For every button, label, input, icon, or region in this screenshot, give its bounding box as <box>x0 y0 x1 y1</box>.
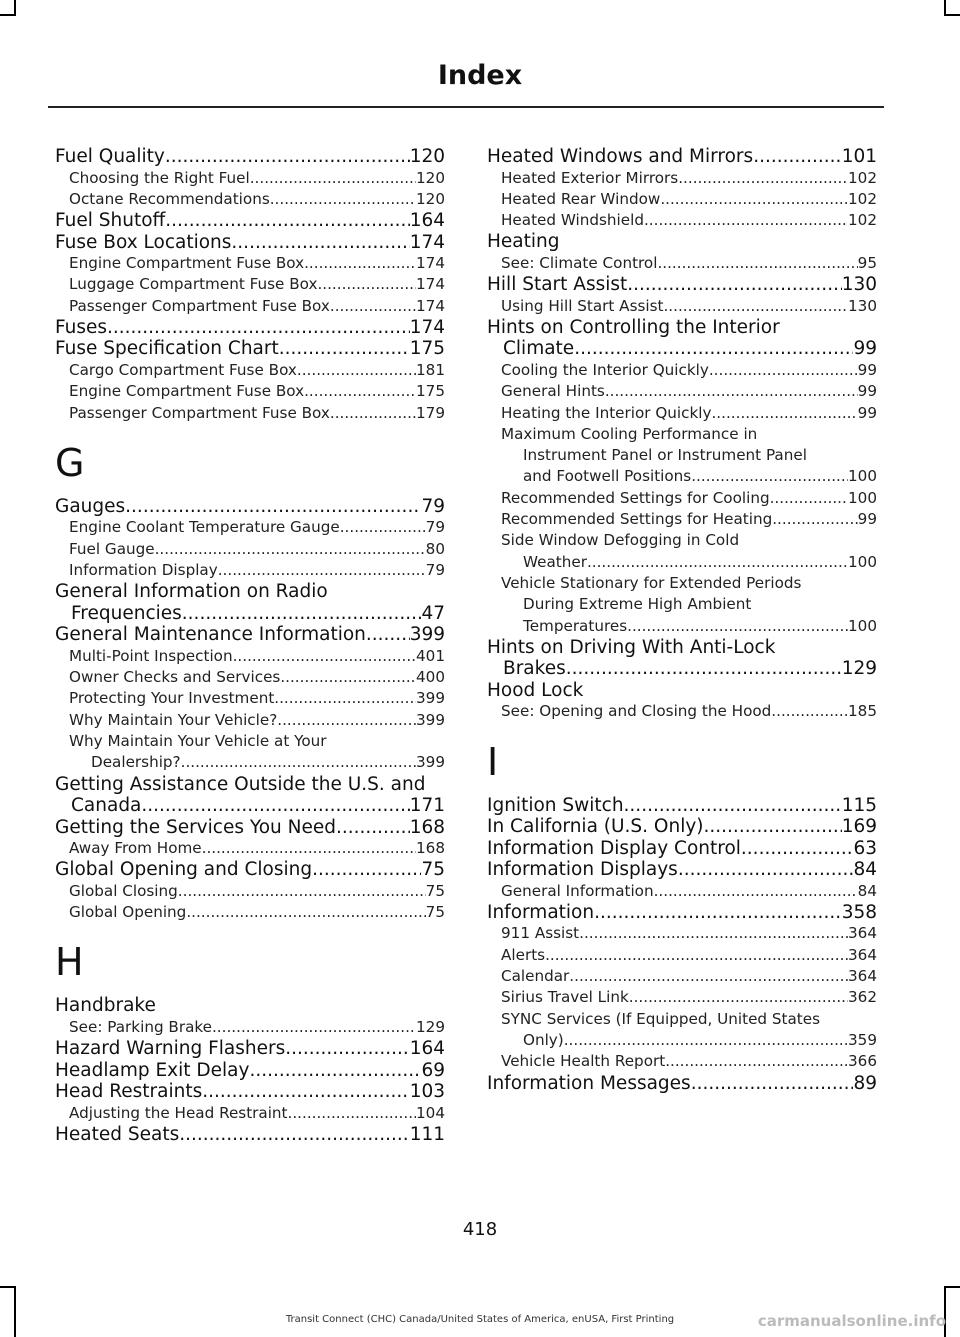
index-subentry[interactable]: Passenger Compartment Fuse Box ..... 179 <box>55 403 445 424</box>
index-entry-heading[interactable]: Handbrake <box>55 995 156 1017</box>
index-entry[interactable]: Heated Windows and Mirrors ..... 101 <box>487 146 877 168</box>
index-entry[interactable]: Fuel Quality ..... 120 <box>55 146 445 168</box>
index-subentry[interactable]: Engine Coolant Temperature Gauge ..... 79 <box>55 517 445 538</box>
index-entry[interactable]: Global Opening and Closing ..... 75 <box>55 859 445 881</box>
index-subentry[interactable]: 911 Assist ..... 364 <box>487 923 877 944</box>
index-subentry[interactable]: General Information ..... 84 <box>487 881 877 902</box>
index-subentry[interactable]: Owner Checks and Services ..... 400 <box>55 667 445 688</box>
index-subentry[interactable]: Multi-Point Inspection ..... 401 <box>55 646 445 667</box>
index-entry[interactable]: Gauges ..... 79 <box>55 496 445 518</box>
watermark: carmanualsonline.info <box>757 1312 946 1330</box>
index-subentry[interactable]: Vehicle Health Report ..... 366 <box>487 1051 877 1072</box>
index-subentry[interactable]: Why Maintain Your Vehicle? ..... 399 <box>55 710 445 731</box>
header-divider <box>48 106 884 108</box>
crop-mark-top-right-h <box>944 14 960 16</box>
index-entry[interactable]: Climate ..... 99 <box>487 338 877 360</box>
index-entry[interactable]: Headlamp Exit Delay ..... 69 <box>55 1060 445 1082</box>
index-entry[interactable]: General Maintenance Information ..... 399 <box>55 624 445 646</box>
index-column-left <box>55 146 445 1146</box>
index-entry[interactable]: Information ..... 358 <box>487 902 877 924</box>
index-subentry[interactable]: Alerts ..... 364 <box>487 945 877 966</box>
index-entry[interactable]: Fuses ..... 174 <box>55 317 445 339</box>
index-subentry[interactable]: Luggage Compartment Fuse Box ..... 174 <box>55 274 445 295</box>
index-subentry[interactable]: Recommended Settings for Heating ..... 99 <box>487 509 877 530</box>
edition-footer: Transit Connect (CHC) Canada/United States of America, enUSA, First Printing <box>285 1314 675 1325</box>
index-entry[interactable]: Information Displays ..... 84 <box>487 859 877 881</box>
crop-mark-bottom-left-h <box>0 1286 16 1288</box>
index-subentry-heading[interactable]: SYNC Services (If Equipped, United States <box>501 1009 821 1028</box>
index-subentry[interactable]: Choosing the Right Fuel ..... 120 <box>55 168 445 189</box>
index-subentry[interactable]: Engine Compartment Fuse Box ..... 175 <box>55 381 445 402</box>
index-column-right <box>487 146 877 1094</box>
index-entry[interactable]: Heated Seats ..... 111 <box>55 1124 445 1146</box>
index-subentry[interactable]: Information Display ..... 79 <box>55 560 445 581</box>
index-entry[interactable]: Fuse Box Locations ..... 174 <box>55 232 445 254</box>
index-subentry[interactable]: Heated Exterior Mirrors ..... 102 <box>487 168 877 189</box>
index-subentry[interactable]: Cargo Compartment Fuse Box ..... 181 <box>55 360 445 381</box>
page-title: Index <box>437 60 523 91</box>
index-subentry[interactable]: Away From Home ..... 168 <box>55 838 445 859</box>
index-subentry[interactable]: Octane Recommendations ..... 120 <box>55 189 445 210</box>
index-entry[interactable]: Information Display Control ..... 63 <box>487 838 877 860</box>
index-subentry[interactable]: Protecting Your Investment ..... 399 <box>55 688 445 709</box>
index-subentry-heading[interactable]: Vehicle Stationary for Extended Periods <box>501 573 802 592</box>
index-subentry-heading[interactable]: Maximum Cooling Performance in <box>501 424 758 443</box>
index-entry-heading[interactable]: Hints on Driving With Anti-Lock <box>487 636 776 658</box>
index-entry-heading[interactable]: Getting Assistance Outside the U.S. and <box>55 773 426 795</box>
index-subentry[interactable]: Recommended Settings for Cooling ..... 100 <box>487 488 877 509</box>
index-entry[interactable]: Fuse Specification Chart ..... 175 <box>55 338 445 360</box>
index-subentry-continuation: Instrument Panel or Instrument Panel <box>523 446 807 465</box>
index-subentry[interactable]: Engine Compartment Fuse Box ..... 174 <box>55 253 445 274</box>
index-subentry[interactable]: Using Hill Start Assist ..... 130 <box>487 296 877 317</box>
index-subentry[interactable]: Weather ..... 100 <box>487 552 877 573</box>
index-subentry[interactable]: See: Climate Control ..... 95 <box>487 253 877 274</box>
index-entry-heading[interactable]: Hints on Controlling the Interior <box>487 316 780 338</box>
index-entry[interactable]: Head Restraints ..... 103 <box>55 1081 445 1103</box>
index-entry-heading[interactable]: Heating <box>487 231 560 253</box>
index-subentry[interactable]: Calendar ..... 364 <box>487 966 877 987</box>
crop-mark-top-left-h <box>0 14 16 16</box>
index-subentry[interactable]: Sirius Travel Link ..... 362 <box>487 987 877 1008</box>
index-entry-heading[interactable]: Hood Lock <box>487 679 584 701</box>
index-entry[interactable]: Frequencies ..... 47 <box>55 603 445 625</box>
index-subentry[interactable]: See: Parking Brake ..... 129 <box>55 1017 445 1038</box>
index-entry[interactable]: Brakes ..... 129 <box>487 658 877 680</box>
index-subentry[interactable]: General Hints ..... 99 <box>487 381 877 402</box>
index-subentry[interactable]: Only) ..... 359 <box>487 1030 877 1051</box>
crop-mark-bottom-left-v <box>14 1286 16 1337</box>
index-entry[interactable]: Hill Start Assist ..... 130 <box>487 274 877 296</box>
index-subentry[interactable]: Heating the Interior Quickly ..... 99 <box>487 403 877 424</box>
index-subentry[interactable]: Heated Windshield ..... 102 <box>487 210 877 231</box>
crop-mark-bottom-right-h <box>944 1286 960 1288</box>
index-entry[interactable]: Information Messages ..... 89 <box>487 1073 877 1095</box>
section-letter: I <box>487 739 499 784</box>
index-subentry[interactable]: Global Closing ..... 75 <box>55 881 445 902</box>
index-subentry[interactable]: Dealership? ..... 399 <box>55 752 445 773</box>
index-entry-heading[interactable]: General Information on Radio <box>55 581 328 603</box>
index-subentry-heading[interactable]: Side Window Defogging in Cold <box>501 531 740 550</box>
page-number: 418 <box>462 1219 498 1240</box>
index-subentry[interactable]: Global Opening ..... 75 <box>55 902 445 923</box>
index-subentry[interactable]: Cooling the Interior Quickly ..... 99 <box>487 360 877 381</box>
index-entry[interactable]: Ignition Switch ..... 115 <box>487 795 877 817</box>
index-subentry-heading[interactable]: Why Maintain Your Vehicle at Your <box>69 731 327 750</box>
section-letter: G <box>55 440 85 485</box>
index-entry[interactable]: Fuel Shutoff ..... 164 <box>55 210 445 232</box>
index-subentry[interactable]: See: Opening and Closing the Hood ..... 185 <box>487 701 877 722</box>
index-entry[interactable]: Hazard Warning Flashers ..... 164 <box>55 1038 445 1060</box>
index-entry[interactable]: Canada ..... 171 <box>55 795 445 817</box>
index-subentry[interactable]: Fuel Gauge ..... 80 <box>55 539 445 560</box>
index-subentry[interactable]: and Footwell Positions ..... 100 <box>487 466 877 487</box>
index-subentry[interactable]: Passenger Compartment Fuse Box ..... 174 <box>55 296 445 317</box>
index-entry[interactable]: Getting the Services You Need ..... 168 <box>55 817 445 839</box>
index-subentry[interactable]: Heated Rear Window ..... 102 <box>487 189 877 210</box>
section-letter: H <box>55 940 84 985</box>
index-subentry[interactable]: Temperatures ..... 100 <box>487 616 877 637</box>
index-subentry[interactable]: Adjusting the Head Restraint ..... 104 <box>55 1103 445 1124</box>
index-subentry-continuation: During Extreme High Ambient <box>523 595 752 614</box>
index-entry[interactable]: In California (U.S. Only) ..... 169 <box>487 816 877 838</box>
